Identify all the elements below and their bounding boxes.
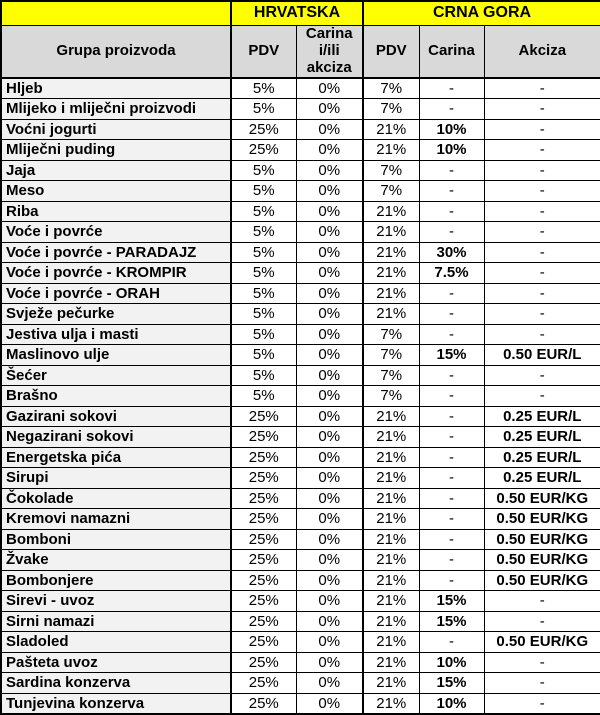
value-cell: 0% xyxy=(296,386,363,407)
value-cell: 7% xyxy=(363,386,419,407)
value-cell: 25% xyxy=(231,570,296,591)
value-cell: 0% xyxy=(296,652,363,673)
value-cell: 5% xyxy=(231,160,296,181)
product-group-label: Šećer xyxy=(1,365,231,386)
table-body xyxy=(1,78,600,714)
value-cell: 21% xyxy=(363,632,419,653)
product-group-label: Jaja xyxy=(1,160,231,181)
table-row xyxy=(1,488,600,509)
value-cell: 7% xyxy=(363,365,419,386)
value-cell: - xyxy=(484,140,600,161)
value-cell: - xyxy=(484,242,600,263)
product-group-label: Sladoled xyxy=(1,632,231,653)
value-cell: 0% xyxy=(296,263,363,284)
value-cell: 21% xyxy=(363,591,419,612)
value-cell: - xyxy=(419,324,484,345)
product-group-label: Sardina konzerva xyxy=(1,673,231,694)
product-group-label: Voće i povrće xyxy=(1,222,231,243)
table-row xyxy=(1,263,600,284)
value-cell: - xyxy=(419,201,484,222)
table-row xyxy=(1,345,600,366)
product-group-label: Energetska pića xyxy=(1,447,231,468)
product-group-label: Sirni namazi xyxy=(1,611,231,632)
value-cell: 15% xyxy=(419,673,484,694)
table-row xyxy=(1,406,600,427)
value-cell: 10% xyxy=(419,652,484,673)
value-cell: 10% xyxy=(419,119,484,140)
table-row xyxy=(1,632,600,653)
value-cell: 5% xyxy=(231,345,296,366)
product-group-label: Bombonjere xyxy=(1,570,231,591)
table-row xyxy=(1,529,600,550)
table-row xyxy=(1,591,600,612)
product-group-label: Sirupi xyxy=(1,468,231,489)
value-cell: 5% xyxy=(231,181,296,202)
product-group-label: Tunjevina konzerva xyxy=(1,693,231,714)
value-cell: - xyxy=(419,427,484,448)
value-cell: 5% xyxy=(231,242,296,263)
product-group-label: Pašteta uvoz xyxy=(1,652,231,673)
product-group-label: Mlijeko i mliječni proizvodi xyxy=(1,99,231,120)
product-group-label: Bomboni xyxy=(1,529,231,550)
value-cell: 7% xyxy=(363,78,419,99)
table-row xyxy=(1,242,600,263)
value-cell: 25% xyxy=(231,591,296,612)
table-row xyxy=(1,160,600,181)
value-cell: 0.25 EUR/L xyxy=(484,447,600,468)
corner-cell xyxy=(1,1,231,25)
value-cell: - xyxy=(484,119,600,140)
column-header-pdv-hrvatska: PDV xyxy=(231,25,296,78)
table-row xyxy=(1,570,600,591)
value-cell: 0.50 EUR/KG xyxy=(484,509,600,530)
product-group-label: Mliječni puding xyxy=(1,140,231,161)
value-cell: 5% xyxy=(231,283,296,304)
value-cell: 0% xyxy=(296,283,363,304)
value-cell: 21% xyxy=(363,222,419,243)
value-cell: 7% xyxy=(363,345,419,366)
value-cell: 25% xyxy=(231,119,296,140)
value-cell: 25% xyxy=(231,611,296,632)
value-cell: - xyxy=(484,99,600,120)
value-cell: 0% xyxy=(296,427,363,448)
value-cell: - xyxy=(484,78,600,99)
table-row xyxy=(1,283,600,304)
value-cell: 25% xyxy=(231,693,296,714)
table-row xyxy=(1,78,600,99)
value-cell: 21% xyxy=(363,304,419,325)
product-group-label: Čokolade xyxy=(1,488,231,509)
value-cell: 5% xyxy=(231,201,296,222)
value-cell: 21% xyxy=(363,652,419,673)
column-header-pdv-crna-gora: PDV xyxy=(363,25,419,78)
value-cell: - xyxy=(419,283,484,304)
value-cell: - xyxy=(484,591,600,612)
table-row xyxy=(1,386,600,407)
value-cell: 25% xyxy=(231,488,296,509)
product-group-label: Voće i povrće - ORAH xyxy=(1,283,231,304)
value-cell: - xyxy=(419,468,484,489)
table-row xyxy=(1,693,600,714)
value-cell: - xyxy=(419,509,484,530)
value-cell: 21% xyxy=(363,201,419,222)
product-group-label: Žvake xyxy=(1,550,231,571)
value-cell: - xyxy=(419,78,484,99)
value-cell: 25% xyxy=(231,652,296,673)
value-cell: 0% xyxy=(296,550,363,571)
table-row xyxy=(1,181,600,202)
value-cell: - xyxy=(484,611,600,632)
section-header-crna-gora: CRNA GORA xyxy=(363,1,600,25)
product-group-label: Sirevi - uvoz xyxy=(1,591,231,612)
product-group-label: Negazirani sokovi xyxy=(1,427,231,448)
table-row xyxy=(1,673,600,694)
value-cell: 0% xyxy=(296,591,363,612)
value-cell: - xyxy=(419,570,484,591)
product-group-label: Meso xyxy=(1,181,231,202)
value-cell: 5% xyxy=(231,78,296,99)
value-cell: 10% xyxy=(419,693,484,714)
value-cell: - xyxy=(419,181,484,202)
value-cell: - xyxy=(484,181,600,202)
product-group-label: Brašno xyxy=(1,386,231,407)
value-cell: 0% xyxy=(296,201,363,222)
value-cell: 0% xyxy=(296,693,363,714)
value-cell: 0% xyxy=(296,365,363,386)
value-cell: 21% xyxy=(363,468,419,489)
value-cell: - xyxy=(484,386,600,407)
country-header-row xyxy=(1,1,600,25)
value-cell: 25% xyxy=(231,673,296,694)
column-header-grupa-proizvoda: Grupa proizvoda xyxy=(1,25,231,78)
value-cell: 5% xyxy=(231,222,296,243)
value-cell: 0% xyxy=(296,345,363,366)
value-cell: - xyxy=(484,304,600,325)
table-row xyxy=(1,550,600,571)
value-cell: 21% xyxy=(363,283,419,304)
column-header-carina-crna-gora: Carina xyxy=(419,25,484,78)
value-cell: 25% xyxy=(231,140,296,161)
table-row xyxy=(1,99,600,120)
value-cell: - xyxy=(419,447,484,468)
value-cell: 5% xyxy=(231,263,296,284)
table-row xyxy=(1,140,600,161)
value-cell: 5% xyxy=(231,365,296,386)
value-cell: 25% xyxy=(231,406,296,427)
value-cell: 7% xyxy=(363,99,419,120)
value-cell: 0% xyxy=(296,119,363,140)
product-group-label: Riba xyxy=(1,201,231,222)
value-cell: 0% xyxy=(296,140,363,161)
value-cell: 25% xyxy=(231,509,296,530)
value-cell: 21% xyxy=(363,242,419,263)
value-cell: 0.50 EUR/KG xyxy=(484,488,600,509)
table-row xyxy=(1,304,600,325)
value-cell: 21% xyxy=(363,693,419,714)
value-cell: - xyxy=(419,632,484,653)
value-cell: 15% xyxy=(419,611,484,632)
value-cell: 21% xyxy=(363,119,419,140)
value-cell: - xyxy=(419,529,484,550)
value-cell: 0% xyxy=(296,529,363,550)
value-cell: 0% xyxy=(296,468,363,489)
value-cell: - xyxy=(484,324,600,345)
value-cell: 7% xyxy=(363,160,419,181)
value-cell: 21% xyxy=(363,263,419,284)
value-cell: 21% xyxy=(363,550,419,571)
table-row xyxy=(1,119,600,140)
value-cell: 21% xyxy=(363,529,419,550)
value-cell: 25% xyxy=(231,468,296,489)
value-cell: 5% xyxy=(231,304,296,325)
value-cell: 21% xyxy=(363,488,419,509)
value-cell: 5% xyxy=(231,324,296,345)
value-cell: 0% xyxy=(296,222,363,243)
value-cell: - xyxy=(419,222,484,243)
value-cell: 5% xyxy=(231,386,296,407)
value-cell: 0% xyxy=(296,304,363,325)
table-row xyxy=(1,611,600,632)
column-header-akciza-crna-gora: Akciza xyxy=(484,25,600,78)
value-cell: 21% xyxy=(363,427,419,448)
value-cell: 15% xyxy=(419,345,484,366)
column-header-carina-akciza-hrvatska: Carina i/ili akciza xyxy=(296,25,363,78)
value-cell: 25% xyxy=(231,529,296,550)
value-cell: 5% xyxy=(231,99,296,120)
value-cell: 7% xyxy=(363,324,419,345)
value-cell: 21% xyxy=(363,509,419,530)
value-cell: 21% xyxy=(363,673,419,694)
value-cell: 0.25 EUR/L xyxy=(484,406,600,427)
table-row xyxy=(1,509,600,530)
value-cell: - xyxy=(419,550,484,571)
value-cell: 21% xyxy=(363,611,419,632)
value-cell: 0% xyxy=(296,673,363,694)
value-cell: - xyxy=(419,304,484,325)
table-row xyxy=(1,447,600,468)
value-cell: - xyxy=(484,283,600,304)
value-cell: 0.50 EUR/L xyxy=(484,345,600,366)
value-cell: 0.50 EUR/KG xyxy=(484,550,600,571)
value-cell: 7% xyxy=(363,181,419,202)
value-cell: 0.50 EUR/KG xyxy=(484,570,600,591)
value-cell: - xyxy=(419,406,484,427)
value-cell: 0% xyxy=(296,242,363,263)
product-group-label: Voćni jogurti xyxy=(1,119,231,140)
product-group-label: Gazirani sokovi xyxy=(1,406,231,427)
value-cell: 0.50 EUR/KG xyxy=(484,632,600,653)
value-cell: 15% xyxy=(419,591,484,612)
value-cell: 0% xyxy=(296,632,363,653)
value-cell: 30% xyxy=(419,242,484,263)
value-cell: 0% xyxy=(296,99,363,120)
value-cell: - xyxy=(484,693,600,714)
value-cell: 21% xyxy=(363,447,419,468)
table-row xyxy=(1,652,600,673)
table-row xyxy=(1,468,600,489)
product-group-label: Kremovi namazni xyxy=(1,509,231,530)
value-cell: 25% xyxy=(231,550,296,571)
value-cell: 0% xyxy=(296,488,363,509)
value-cell: - xyxy=(484,222,600,243)
product-group-label: Jestiva ulja i masti xyxy=(1,324,231,345)
table-row xyxy=(1,365,600,386)
product-group-label: Voće i povrće - PARADAJZ xyxy=(1,242,231,263)
value-cell: 0% xyxy=(296,406,363,427)
value-cell: - xyxy=(419,160,484,181)
value-cell: - xyxy=(419,488,484,509)
column-header-row xyxy=(1,25,600,78)
table-row xyxy=(1,324,600,345)
value-cell: 0.25 EUR/L xyxy=(484,468,600,489)
value-cell: 0% xyxy=(296,570,363,591)
table-row xyxy=(1,427,600,448)
value-cell: - xyxy=(484,673,600,694)
value-cell: - xyxy=(484,263,600,284)
product-group-label: Svježe pečurke xyxy=(1,304,231,325)
value-cell: - xyxy=(419,386,484,407)
value-cell: 0% xyxy=(296,611,363,632)
value-cell: 0% xyxy=(296,324,363,345)
value-cell: - xyxy=(419,99,484,120)
value-cell: 25% xyxy=(231,632,296,653)
value-cell: - xyxy=(484,160,600,181)
value-cell: - xyxy=(419,365,484,386)
value-cell: 0% xyxy=(296,78,363,99)
product-group-label: Hljeb xyxy=(1,78,231,99)
section-header-hrvatska: HRVATSKA xyxy=(231,1,363,25)
value-cell: - xyxy=(484,201,600,222)
value-cell: 0.25 EUR/L xyxy=(484,427,600,448)
value-cell: 0% xyxy=(296,509,363,530)
value-cell: 0% xyxy=(296,160,363,181)
table-row xyxy=(1,222,600,243)
value-cell: - xyxy=(484,365,600,386)
value-cell: 10% xyxy=(419,140,484,161)
value-cell: 0.50 EUR/KG xyxy=(484,529,600,550)
value-cell: 21% xyxy=(363,406,419,427)
product-group-label: Voće i povrće - KROMPIR xyxy=(1,263,231,284)
table-row xyxy=(1,201,600,222)
value-cell: 25% xyxy=(231,427,296,448)
product-group-label: Maslinovo ulje xyxy=(1,345,231,366)
value-cell: 21% xyxy=(363,140,419,161)
value-cell: 21% xyxy=(363,570,419,591)
value-cell: - xyxy=(484,652,600,673)
value-cell: 7.5% xyxy=(419,263,484,284)
value-cell: 0% xyxy=(296,181,363,202)
value-cell: 0% xyxy=(296,447,363,468)
value-cell: 25% xyxy=(231,447,296,468)
